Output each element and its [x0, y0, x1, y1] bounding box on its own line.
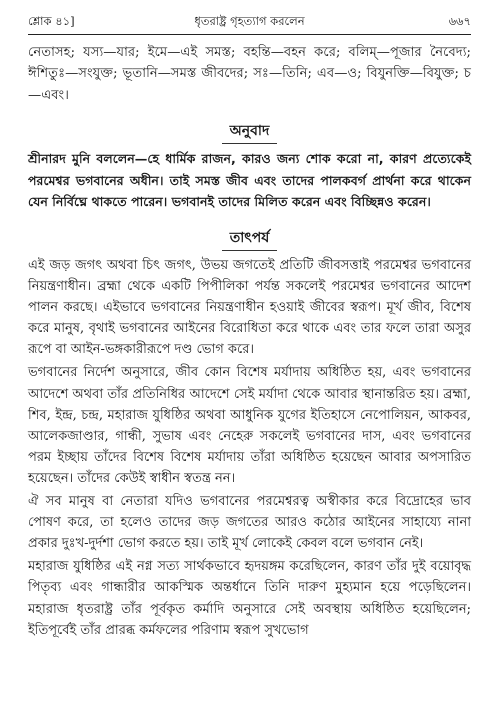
purport-paragraph: ঐ সব মানুষ বা নেতারা যদিও ভগবানের পরমেশ্বরত্ব অস্বীকার করে বিদ্রোহের ভাব পোষণ করে, তা হলেও তাদের জড় জগতের আরও কঠোর আইনের সাহায্যে নানা প্রকার দুঃখ-দুর্দশা ভোগ করতে হয়। তাই মূর্খ লোকেই কেবল বলে ভগবান নেই।	[28, 494, 471, 552]
page-header	[28, 13, 471, 31]
purport-paragraph: ভগবানের নির্দেশ অনুসারে, জীব কোন বিশেষ মর্যাদায় অধিষ্ঠিত হয়, এবং ভগবানের আদেশে অথবা তাঁর প্রতিনিধির আদেশে সেই মর্যাদা থেকে আবার স্থানান্তরিত হয়। ব্রহ্মা, শিব, ইন্দ্র, চন্দ্র, মহারাজ যুধিষ্ঠির অথবা আধুনিক যুগের ইতিহাসে নেপোলিয়ন, আকবর, আলেকজাণ্ডার, গান্ধী, সুভাষ এবং নেহেরু সকলেই ভগবানের দাস, এবং ভগবানের পরম ইচ্ছায় তাঁদের বিশেষ বিশেষ মর্যাদায় তাঁরা অধিষ্ঠিত হয়েছেন আবার অপসারিত হয়েছেন। তাঁদের কেউই স্বাধীন স্বতন্ত্র নন।	[28, 365, 471, 486]
purport-paragraph: মহারাজ যুধিষ্ঠির এই নগ্ন সত্য সার্থকভাবে হৃদয়ঙ্গম করেছিলেন, কারণ তাঁর দুই বয়োবৃদ্ধ পিতৃব্য এবং গান্ধারীর আকস্মিক অন্তর্ধানে তিনি দারুণ মুহ্যমান হয়ে পড়েছিলেন। মহারাজ ধৃতরাষ্ট্র তাঁর পূর্বকৃত কর্মাদি অনুসারে সেই অবস্থায় অধিষ্ঠিত হয়েছিলেন; ইতিপূর্বেই তাঁর প্রারব্ধ কর্মফলের পরিণাম স্বরূপ সুখভোগ	[28, 559, 471, 638]
translation-heading	[28, 120, 471, 144]
running-title: ধৃতরাষ্ট্র গৃহত্যাগ করলেন	[194, 14, 305, 28]
word-meanings: নেতাসহ; যস্য—যার; ইমে—এই সমস্ত; বহন্তি—বহন করে; বলিম্—পূজার নৈবেদ্য; ঈশিতুঃ—সংযুক্ত; ভূতানি—সমস্ত জীবদের; সঃ—তিনি; এব—ও; বিযুনক্তি—বিযুক্ত; চ—এবং।	[28, 45, 471, 103]
page-body	[28, 42, 471, 641]
translation-heading-text: অনুবাদ	[222, 120, 278, 144]
purport-heading-text: তাৎপর্য	[222, 227, 278, 251]
header-rule	[28, 34, 471, 35]
translation-text: শ্রীনারদ মুনি বললেন—হে ধার্মিক রাজন, কারও জন্য শোক করো না, কারণ প্রত্যেকেই পরমেশ্বর ভগবানের অধীন। তাই সমস্ত জীব এবং তাদের পালকবর্গ প্রার্থনা করে থাকেন যেন নির্বিঘ্নে থাকতে পারেন। ভগবানই তাদের মিলিত করেন এবং বিচ্ছিন্নও করেন।	[28, 151, 471, 210]
purport-paragraph: এই জড় জগৎ অথবা চিৎ জগৎ, উভয় জগতেই প্রতিটি জীবসত্তাই পরমেশ্বর ভগবানের নিয়ন্ত্রণাধীন। ব্রহ্মা থেকে একটি পিপীলিকা পর্যন্ত সকলেই পরমেশ্বর ভগবানের আদেশ পালন করছে। এইভাবে ভগবানের নিয়ন্ত্রণাধীন হওয়াই জীবের স্বরূপ। মূর্খ জীব, বিশেষ করে মানুষ, বৃথাই ভগবানের আইনের বিরোধিতা করে থাকে এবং তার ফলে তারা অসুর রূপে বা আইন-ভঙ্গকারীরূপে দণ্ড ভোগ করে।	[28, 258, 471, 358]
verse-reference: শ্লোক ৪১]	[28, 14, 75, 28]
page-number: ৬৬৭	[448, 14, 471, 28]
purport-body	[28, 255, 471, 641]
purport-heading	[28, 227, 471, 251]
